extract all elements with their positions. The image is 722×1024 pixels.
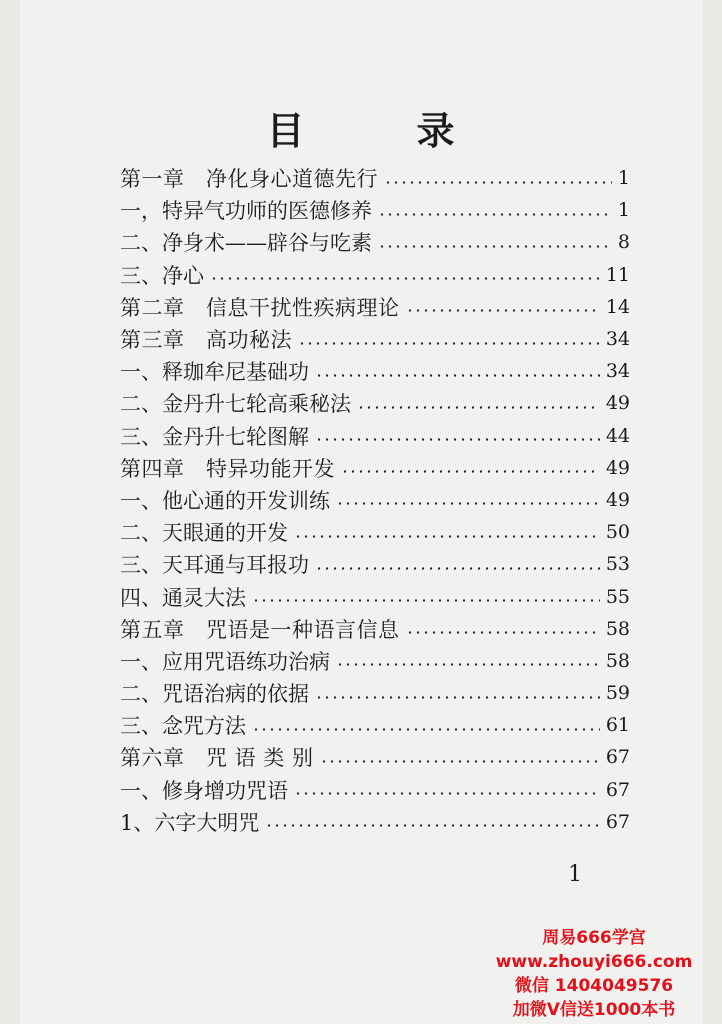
toc-entry-title: 二、金丹升七轮高乘秘法: [120, 392, 351, 417]
toc-entry-title: 第五章 咒语是一种语言信息: [120, 617, 400, 642]
leader-dots: [298, 342, 600, 345]
toc-entry-page: 58: [605, 649, 630, 672]
watermark-line: 加微V信送1000本书: [512, 1000, 676, 1020]
toc-entry: [120, 226, 630, 258]
toc-entry: [120, 323, 630, 355]
toc-entry-page: 50: [605, 521, 630, 544]
watermark: [474, 926, 714, 1022]
toc-entry-title: 三、净心: [120, 263, 204, 288]
toc-entry: [120, 645, 630, 677]
toc-entry-page: 67: [605, 746, 630, 769]
toc-entry-title: 1、六字大明咒: [120, 810, 260, 835]
footer-page-number: 1: [568, 862, 582, 887]
toc-entry-page: 61: [605, 714, 630, 737]
toc-entry: [120, 259, 630, 291]
toc-entry-title: 三、金丹升七轮图解: [120, 424, 309, 449]
leader-dots: [336, 663, 600, 666]
toc-entry-title: 三、天耳通与耳报功: [120, 553, 309, 578]
toc-entry-page: 49: [605, 488, 630, 511]
leader-dots: [406, 631, 600, 634]
leader-dots: [315, 696, 600, 699]
toc-entry: [120, 709, 630, 741]
watermark-line: 周易666学宫: [542, 928, 646, 948]
toc-entry-page: 58: [605, 617, 630, 640]
toc-entry: [120, 162, 630, 194]
leader-dots: [357, 406, 600, 409]
toc-entry: [120, 194, 630, 226]
leader-dots: [294, 792, 600, 795]
toc-entry-title: 第四章 特异功能开发: [120, 456, 335, 481]
toc-entry-title: 第一章 净化身心道德先行: [120, 167, 378, 192]
toc-entry: [120, 548, 630, 580]
title-char-lu: 录: [416, 108, 457, 153]
toc-entry: [120, 774, 630, 806]
leader-dots: [252, 728, 600, 731]
toc-entry-page: 1: [617, 199, 630, 222]
table-of-contents: [120, 162, 630, 838]
toc-entry-page: 67: [605, 810, 630, 833]
toc-entry-title: 一、应用咒语练功治病: [120, 649, 330, 674]
toc-entry: [120, 516, 630, 548]
leader-dots: [315, 567, 600, 570]
toc-entry-page: 49: [605, 456, 630, 479]
toc-entry-title: 一、他心通的开发训练: [120, 488, 330, 513]
leader-dots: [210, 277, 600, 280]
toc-entry-title: 一，特异气功师的医德修养: [120, 199, 372, 224]
toc-entry: [120, 291, 630, 323]
toc-entry-title: 二、天眼通的开发: [120, 521, 288, 546]
toc-entry-page: 59: [605, 682, 630, 705]
toc-entry-title: 第二章 信息干扰性疾病理论: [120, 295, 400, 320]
toc-entry: [120, 420, 630, 452]
toc-entry-page: 8: [617, 231, 630, 254]
toc-entry-title: 三、念咒方法: [120, 714, 246, 739]
toc-entry-page: 11: [605, 263, 630, 286]
toc-entry-page: 67: [605, 778, 630, 801]
leader-dots: [406, 309, 600, 312]
leader-dots: [341, 470, 600, 473]
toc-entry: [120, 677, 630, 709]
title-char-mu: 目: [266, 108, 307, 153]
leader-dots: [315, 438, 600, 441]
page-title: [20, 100, 703, 155]
toc-entry-title: 一、释珈牟尼基础功: [120, 360, 309, 385]
toc-entry: [120, 452, 630, 484]
toc-entry: [120, 741, 630, 773]
toc-entry-page: 49: [605, 392, 630, 415]
watermark-line: www.zhouyi666.com: [495, 952, 693, 972]
leader-dots: [384, 181, 612, 184]
toc-entry: [120, 580, 630, 612]
toc-entry-page: 1: [617, 167, 630, 190]
leader-dots: [320, 760, 600, 763]
leader-dots: [336, 502, 600, 505]
leader-dots: [265, 824, 599, 827]
toc-entry-page: 34: [605, 328, 630, 351]
toc-entry: [120, 613, 630, 645]
leader-dots: [252, 599, 600, 602]
toc-entry: [120, 355, 630, 387]
toc-entry-title: 第六章 咒 语 类 别: [120, 746, 314, 771]
leader-dots: [378, 245, 612, 248]
toc-entry: [120, 387, 630, 419]
book-page: [20, 0, 703, 1024]
toc-entry-page: 34: [605, 360, 630, 383]
toc-entry-title: 第三章 高功秘法: [120, 328, 292, 353]
toc-entry-title: 二、咒语治病的依据: [120, 682, 309, 707]
toc-entry-page: 53: [605, 553, 630, 576]
toc-entry-title: 一、修身增功咒语: [120, 778, 288, 803]
toc-entry: [120, 484, 630, 516]
toc-entry-title: 四、通灵大法: [120, 585, 246, 610]
toc-entry-page: 44: [605, 424, 630, 447]
leader-dots: [294, 535, 600, 538]
leader-dots: [378, 213, 612, 216]
toc-entry-title: 二、净身术——辟谷与吃素: [120, 231, 372, 256]
leader-dots: [315, 374, 600, 377]
toc-entry: [120, 806, 630, 838]
watermark-line: 微信 1404049576: [514, 976, 674, 996]
toc-entry-page: 55: [605, 585, 630, 608]
toc-entry-page: 14: [605, 295, 630, 318]
